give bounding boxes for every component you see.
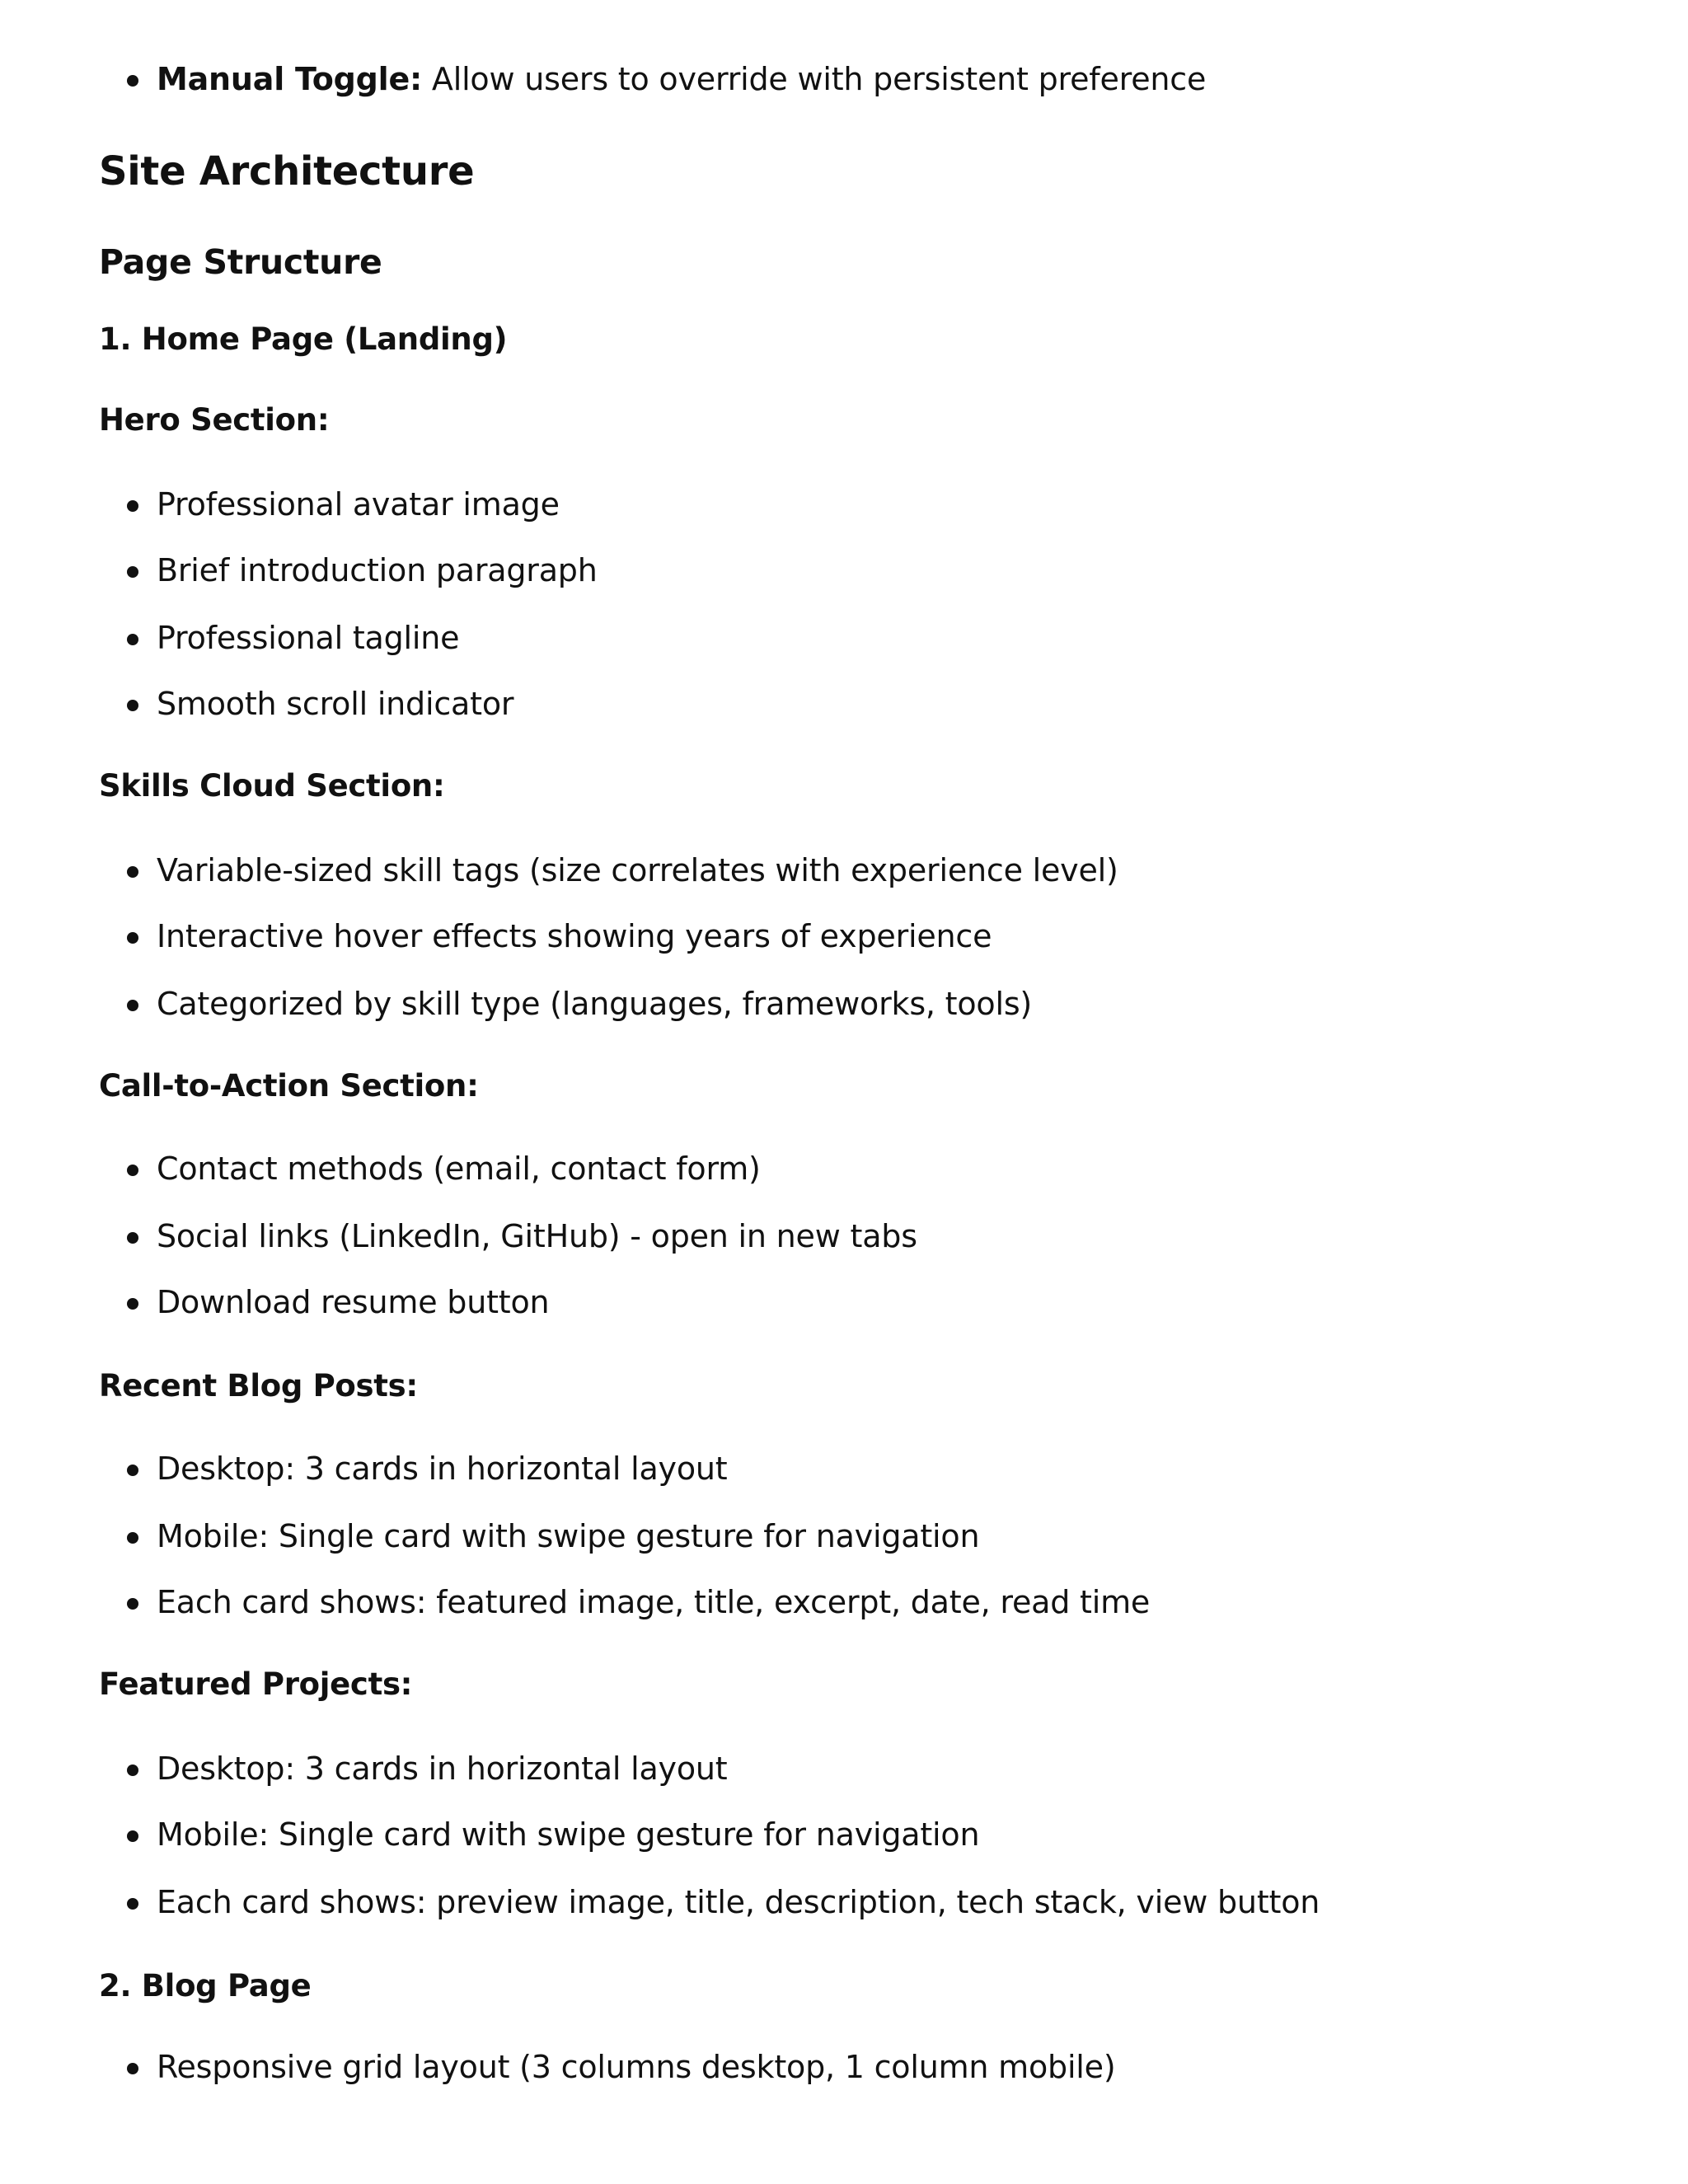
list-item: Each card shows: featured image, title, excerpt, date, read time bbox=[157, 1581, 1150, 1624]
list-item: Brief introduction paragraph bbox=[157, 549, 598, 592]
list-item: Desktop: 3 cards in horizontal layout bbox=[157, 1447, 727, 1490]
list-item: Mobile: Single card with swipe gesture for navigation bbox=[157, 1813, 979, 1856]
list-item: Contact methods (email, contact form) bbox=[157, 1147, 761, 1190]
heading-hero-section: Hero Section: bbox=[99, 402, 330, 438]
heading-blog-page: 2. Blog Page bbox=[99, 1968, 312, 2004]
list-item: Each card shows: preview image, title, description, tech stack, view button bbox=[157, 1881, 1320, 1924]
list-item: Mobile: Single card with swipe gesture for navigation bbox=[157, 1515, 979, 1558]
list-item-label: Manual Toggle: bbox=[157, 61, 423, 97]
subsection-heading-page-structure: Page Structure bbox=[99, 242, 382, 282]
list-item: Professional tagline bbox=[157, 616, 459, 659]
heading-call-to-action-section: Call-to-Action Section: bbox=[99, 1068, 479, 1104]
list-item: Interactive hover effects showing years of experience bbox=[157, 915, 992, 958]
list-item: Variable-sized skill tags (size correlates with experience level) bbox=[157, 849, 1118, 892]
list-item: Categorized by skill type (languages, frameworks, tools) bbox=[157, 982, 1032, 1025]
list-item: Social links (LinkedIn, GitHub) - open in new tabs bbox=[157, 1215, 917, 1258]
heading-recent-blog-posts: Recent Blog Posts: bbox=[99, 1368, 418, 1404]
list-item: Smooth scroll indicator bbox=[157, 682, 513, 725]
list-item: Download resume button bbox=[157, 1281, 549, 1324]
heading-home-page: 1. Home Page (Landing) bbox=[99, 321, 508, 357]
list-item: Responsive grid layout (3 columns desktop, 1 column mobile) bbox=[157, 2046, 1115, 2088]
list-item-text: Allow users to override with persistent preference bbox=[422, 61, 1207, 97]
heading-skills-cloud-section: Skills Cloud Section: bbox=[99, 768, 445, 804]
list-item: Desktop: 3 cards in horizontal layout bbox=[157, 1747, 727, 1790]
heading-featured-projects: Featured Projects: bbox=[99, 1666, 413, 1702]
list-item: Professional avatar image bbox=[157, 483, 560, 526]
list-item-manual-toggle bbox=[157, 58, 1206, 101]
section-heading-site-architecture: Site Architecture bbox=[99, 148, 475, 194]
